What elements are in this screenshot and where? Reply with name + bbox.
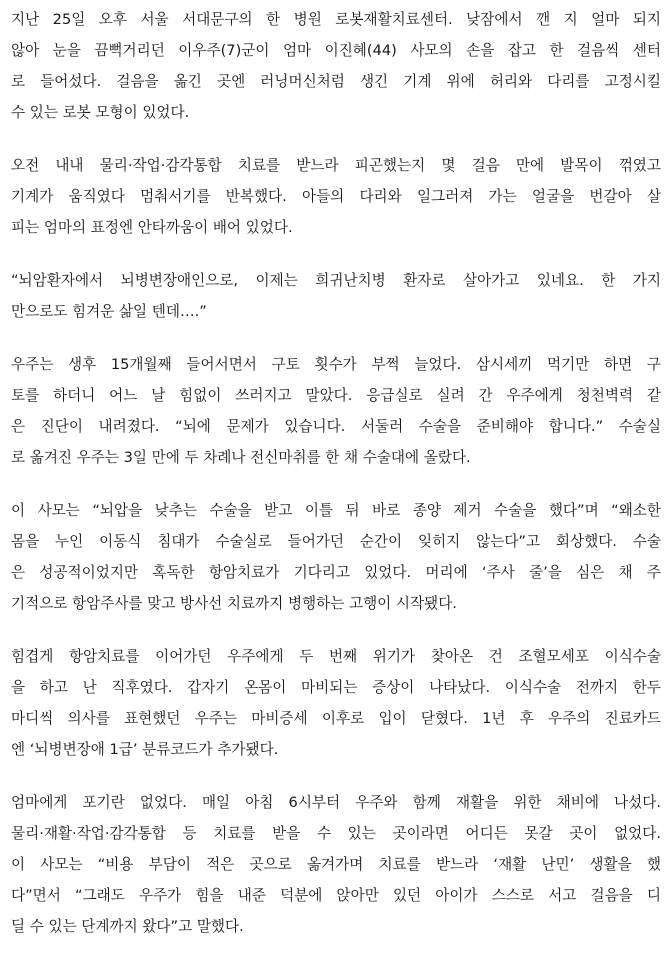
text-line: 기적으로 항암주사를 맞고 방사선 치료까지 병행하는 고행이 시작됐다. (11, 595, 457, 612)
paragraph-3 (11, 265, 661, 327)
text-line: 이 사모는 “비용 부담이 적은 곳으로 옮겨가며 치료를 받느라 ‘재활 난민’ 생활을 했 (11, 856, 661, 873)
text-line: 이 사모는 “뇌압을 낮추는 수술을 받고 이틀 뒤 바로 종양 제거 수술을 했다”며 “왜소한 (11, 502, 661, 519)
text-line: 만으로도 힘겨운 삶일 텐데….” (11, 303, 207, 320)
text-line: 우주는 생후 15개월째 들어서면서 구토 횟수가 부쩍 늘었다. 삼시세끼 먹기만 하면 구 (11, 356, 661, 373)
paragraph-6 (11, 641, 661, 765)
paragraph-7 (11, 787, 661, 942)
paragraph-2 (11, 150, 661, 243)
text-line: 을 하고 난 직후였다. 갑자기 온몸이 마비되는 증상이 나타났다. 이식수술 전까지 한두 (11, 679, 661, 696)
text-line: 수 있는 로봇 모형이 있었다. (11, 104, 190, 121)
text-line: 엔 ‘뇌병변장애 1급’ 분류코드가 추가됐다. (11, 741, 279, 758)
text-line: 토를 하더니 어느 날 힘없이 쓰러지고 말았다. 응급실로 실려 간 우주에게 청천벽력 같 (11, 387, 661, 404)
text-line: “뇌암환자에서 뇌병변장애인으로, 이제는 희귀난치병 환자로 살아가고 있네요. 한 가지 (11, 272, 661, 289)
text-line: 로 옮겨진 우주는 3일 만에 두 차례나 전신마취를 한 채 수술대에 올랐다. (11, 449, 471, 466)
text-line: 않아 눈을 끔뻑거리던 이우주(7)군이 엄마 이진혜(44) 사모의 손을 잡고 한 걸음씩 센터 (11, 42, 661, 59)
text-line: 로 들어섰다. 걸음을 옮긴 곳엔 러닝머신처럼 생긴 기계 위에 허리와 다리를 고정시킬 (11, 73, 661, 90)
text-line: 다”면서 “그래도 우주가 힘을 내준 덕분에 앉아만 있던 아이가 스스로 서고 걸음을 디 (11, 887, 661, 904)
paragraph-4 (11, 349, 661, 473)
text-line: 은 성공적이었지만 혹독한 항암치료가 기다리고 있었다. 머리에 ‘주사 줄’을 심은 채 주 (11, 564, 661, 581)
text-line: 물리·재활·작업·감각통합 등 치료를 받을 수 있는 곳이라면 어디든 못갈 곳이 없었다. (11, 825, 661, 842)
text-line: 딜 수 있는 단계까지 왔다”고 말했다. (11, 918, 244, 935)
text-line: 힘겹게 항암치료를 이어가던 우주에게 두 번째 위기가 찾아온 건 조혈모세포 이식수술 (11, 648, 661, 665)
text-line: 오전 내내 물리·작업·감각통합 치료를 받느라 피곤했는지 몇 걸음 만에 발목이 꺾였고 (11, 157, 661, 174)
paragraph-5 (11, 495, 661, 619)
text-line: 지난 25일 오후 서울 서대문구의 한 병원 로봇재활치료센터. 낮잠에서 깬 지 얼마 되지 (11, 11, 661, 28)
text-line: 은 진단이 내려졌다. “뇌에 문제가 있습니다. 서둘러 수술을 준비해야 합니다.” 수술실 (11, 418, 661, 435)
paragraph-1 (11, 4, 661, 128)
text-line: 마디씩 의사를 표현했던 우주는 마비증세 이후로 입이 닫혔다. 1년 후 우주의 진료카드 (11, 710, 661, 727)
article-body (11, 4, 661, 964)
text-line: 몸을 누인 이동식 침대가 수술실로 들어가던 순간이 잊히지 않는다”고 회상했다. 수술 (11, 533, 661, 550)
text-line: 피는 엄마의 표정엔 안타까움이 배어 있었다. (11, 219, 293, 236)
text-line: 엄마에게 포기란 없었다. 매일 아침 6시부터 우주와 함께 재활을 위한 채비에 나섰다. (11, 794, 661, 811)
text-line: 기계가 움직였다 멈춰서기를 반복했다. 아들의 다리와 일그러져 가는 얼굴을 번갈아 살 (11, 188, 661, 205)
